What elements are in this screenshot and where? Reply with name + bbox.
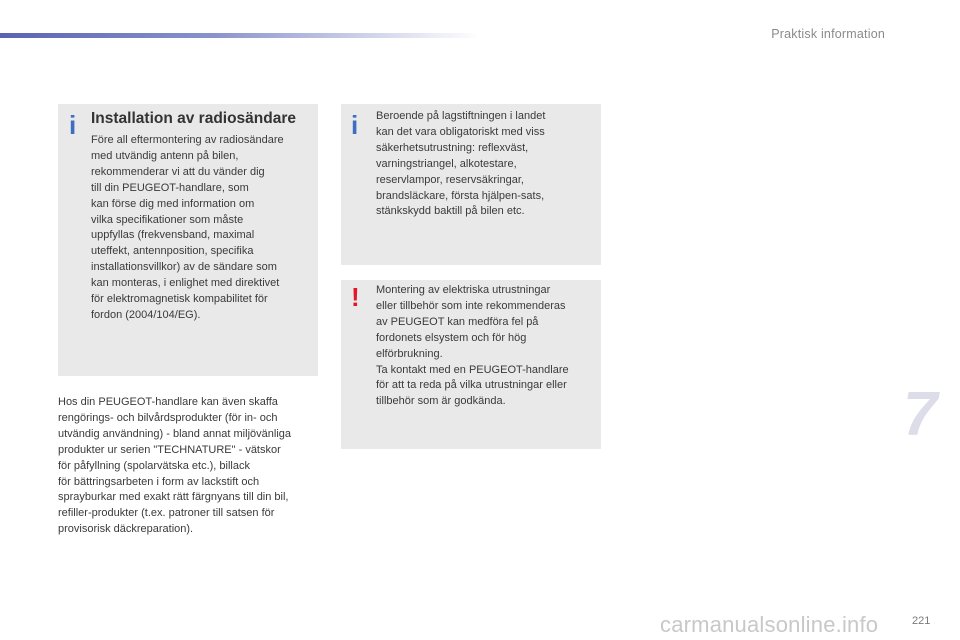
chapter-number: 7: [903, 380, 938, 449]
info-box-radio-transmitters: [58, 104, 318, 376]
header-rule: [0, 33, 480, 38]
info-box-title: Installation av radiosändare: [91, 110, 297, 127]
info-box-text: Beroende på lagstiftningen i landet kan det vara obligatoriskt med viss säkerhetsutrustning: reflexväst, varningstriangel, alkotestare, reservlampor, reservsäkringar, brandsläckare, första hjälpen-sats, stänkskydd baktill på bilen etc.: [376, 110, 546, 218]
info-icon: i: [69, 110, 77, 140]
warning-box-text: Montering av elektriska utrustningar eller tillbehör som inte rekommenderas av PEUGEOT kan medföra fel på fordonets elsystem och för hög elförbrukning. Ta kontakt med en PEUGEOT-handlare för att ta reda på vilka utrustningar eller tillbehör som är godkända.: [376, 284, 569, 408]
info-icon: i: [351, 110, 359, 140]
warning-box-electrical: [341, 280, 601, 449]
section-title: Praktisk information: [771, 27, 885, 41]
page-number: 221: [912, 615, 931, 627]
info-box-safety-equipment: [341, 104, 601, 265]
body-paragraph: Hos din PEUGEOT-handlare kan även skaffa rengörings- och bilvårdsprodukter (för in- och utvändig användning) - bland annat miljövänliga produkter ur serien "TECHNATURE" - vätskor för påfyllning (spolarvätska etc.), billack för bättringsarbeten i form av lackstift och sprayburkar med exakt rätt färgnyans till din bil, refiller-produkter (t.ex. patroner till satsen för provisorisk däckreparation).: [58, 396, 291, 536]
info-box-text: Före all eftermontering av radiosändare med utvändig antenn på bilen, rekommenderar vi att du vänder dig till din PEUGEOT-handlare, som kan förse dig med information om vilka specifikationer som måste uppfyllas (frekvensband, maximal uteffekt, antennposition, specifika installationsvillkor) av de sändare som kan monteras, i enlighet med direktivet för elektromagnetisk kompabilitet för fordon (2004/104/EG).: [91, 134, 284, 321]
watermark: carmanualsonline.info: [660, 612, 879, 637]
warning-icon: !: [351, 282, 360, 312]
